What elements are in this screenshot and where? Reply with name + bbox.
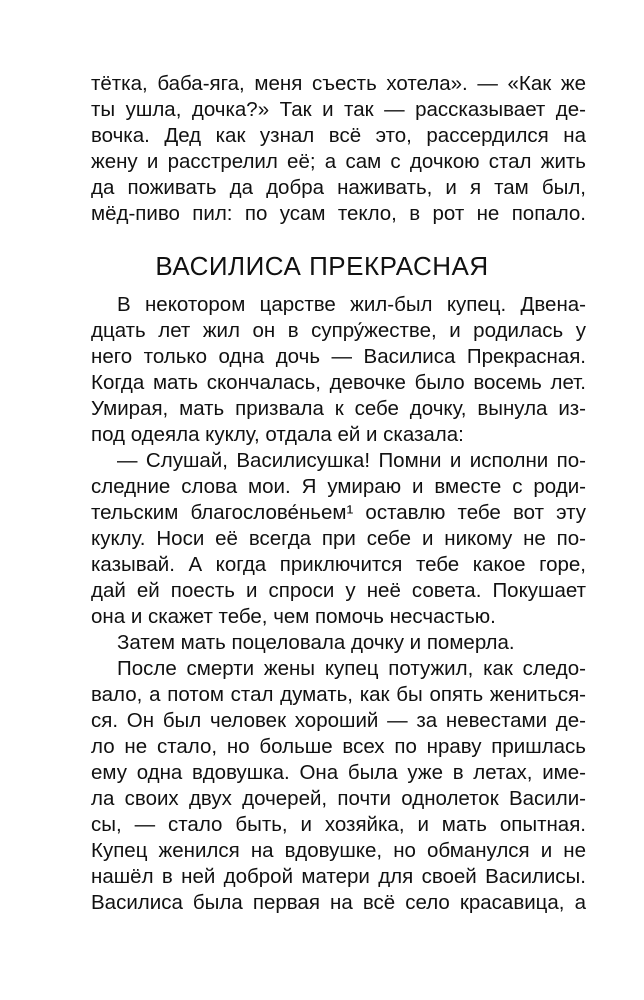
text-line: В некотором царстве жил-был купец. Двена- (117, 293, 586, 316)
text-line: вочка. Дед как узнал всё это, рассердился на (91, 124, 586, 147)
text-line: Затем мать поцеловала дочку и померла. (117, 631, 515, 654)
text-line: ло не стало, но больше всех по нраву пришлась (91, 735, 586, 758)
text-line: тётка, баба-яга, меня съесть хотела». — «Как же (91, 72, 586, 95)
text-line: следние слова мои. Я умираю и вместе с роди- (91, 475, 586, 498)
text-line: сы, — стало быть, и хозяйка, и мать опытная. (91, 813, 586, 836)
text-line: вало, а потом стал думать, как бы опять жениться- (91, 683, 586, 706)
text-line: тельским благослове́ньем¹ оставлю тебе вот эту (91, 501, 586, 524)
text-line: ла своих двух дочерей, почти однолеток Васили- (91, 787, 586, 810)
text-line: — Слушай, Василисушка! Помни и исполни по- (117, 449, 586, 472)
text-line: она и скажет тебе, чем помочь несчастью. (91, 605, 496, 628)
text-line: ему одна вдовушка. Она была уже в летах, име- (91, 761, 586, 784)
text-line: нашёл в ней доброй матери для своей Василисы. (91, 865, 586, 888)
story-title: ВАСИЛИСА ПРЕКРАСНАЯ (155, 251, 489, 281)
text-line: жену и расстрелил её; а сам с дочкою стал жить (91, 150, 586, 173)
text-line: Купец женился на вдовушке, но обманулся и не (91, 839, 586, 862)
text-line: Умирая, мать призвала к себе дочку, вынула из- (91, 397, 586, 420)
text-line: казывай. А когда приключится тебе какое горе, (91, 553, 586, 576)
text-line: Василиса была первая на всё село красавица, а (91, 891, 586, 914)
text-line: После смерти жены купец потужил, как следо- (117, 657, 586, 680)
text-line: куклу. Носи её всегда при себе и никому не по- (91, 527, 586, 550)
text-line: ся. Он был человек хороший — за невестами де- (91, 709, 586, 732)
text-line: мёд-пиво пил: по усам текло, в рот не попало. (91, 202, 586, 225)
text-line: дай ей поесть и спроси у неё совета. Покушает (91, 579, 586, 602)
text-line: дцать лет жил он в супру́жестве, и родилась у (91, 319, 586, 342)
text-line: него только одна дочь — Василиса Прекрасная. (91, 345, 586, 368)
text-line: Когда мать скончалась, девочке было восемь лет. (91, 371, 586, 394)
text-line: да поживать да добра наживать, и я там был, (91, 176, 586, 199)
text-line: под одеяла куклу, отдала ей и сказала: (91, 423, 464, 446)
text-line: ты ушла, дочка?» Так и так — рассказывает де- (91, 98, 586, 121)
